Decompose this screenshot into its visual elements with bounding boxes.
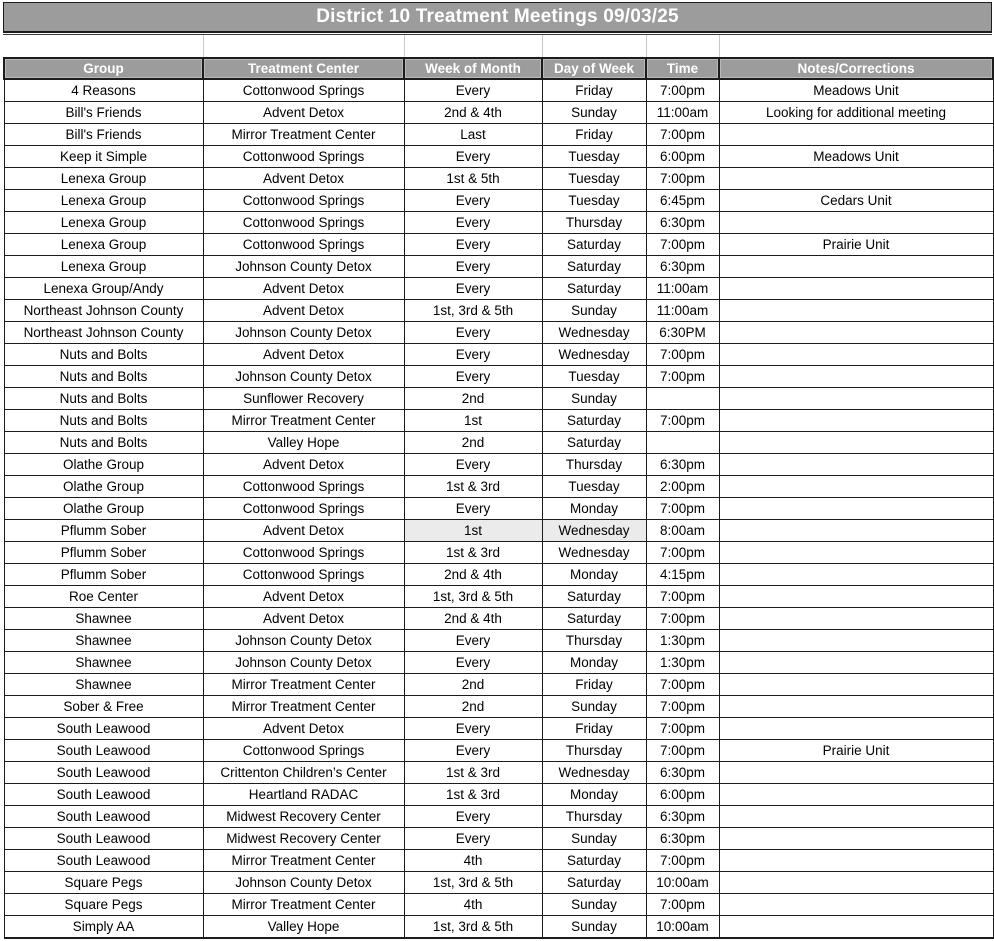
cell-notes[interactable] (719, 278, 993, 300)
cell-treatment-center[interactable]: Cottonwood Springs (203, 212, 404, 234)
cell-day-of-week[interactable]: Sunday (542, 894, 646, 916)
cell-week-of-month[interactable]: 2nd & 4th (404, 102, 542, 124)
column-header-day-of-week: Day of Week (542, 58, 646, 79)
cell-time[interactable]: 2:00pm (646, 476, 719, 498)
table-row (4, 630, 993, 652)
cell-time[interactable]: 11:00am (646, 300, 719, 322)
cell-notes[interactable] (719, 784, 993, 806)
table-row (4, 740, 993, 762)
cell-notes[interactable] (719, 168, 993, 190)
cell-treatment-center[interactable]: Advent Detox (203, 168, 404, 190)
cell-week-of-month[interactable]: Every (404, 630, 542, 652)
cell-day-of-week[interactable]: Saturday (542, 850, 646, 872)
cell-week-of-month[interactable]: Every (404, 652, 542, 674)
table-row (4, 828, 993, 850)
cell-week-of-month[interactable]: Every (404, 344, 542, 366)
table-row (4, 564, 993, 586)
cell-time[interactable]: 7:00pm (646, 344, 719, 366)
cell-treatment-center[interactable]: Advent Detox (203, 586, 404, 608)
table-row (4, 212, 993, 234)
cell-group[interactable]: Shawnee (4, 630, 203, 652)
cell-notes[interactable] (719, 674, 993, 696)
cell-group[interactable]: Shawnee (4, 674, 203, 696)
cell-time[interactable]: 7:00pm (646, 542, 719, 564)
cell-time[interactable]: 7:00pm (646, 234, 719, 256)
cell-treatment-center[interactable]: Johnson County Detox (203, 256, 404, 278)
cell-notes[interactable]: Cedars Unit (719, 190, 993, 212)
cell-group[interactable]: South Leawood (4, 806, 203, 828)
table-row (4, 102, 993, 124)
cell-treatment-center[interactable]: Cottonwood Springs (203, 740, 404, 762)
cell-week-of-month[interactable]: Every (404, 454, 542, 476)
cell-notes[interactable] (719, 762, 993, 784)
cell-week-of-month[interactable]: 1st & 3rd (404, 762, 542, 784)
column-header-group: Group (4, 58, 203, 79)
cell-treatment-center[interactable]: Cottonwood Springs (203, 146, 404, 168)
cell-notes[interactable] (719, 454, 993, 476)
cell-day-of-week[interactable]: Wednesday (542, 344, 646, 366)
cell-day-of-week[interactable]: Sunday (542, 828, 646, 850)
cell-notes[interactable] (719, 630, 993, 652)
cell-day-of-week[interactable]: Saturday (542, 872, 646, 894)
cell-group[interactable]: South Leawood (4, 784, 203, 806)
cell-week-of-month[interactable]: 1st (404, 410, 542, 432)
cell-time[interactable]: 11:00am (646, 102, 719, 124)
cell-notes[interactable] (719, 498, 993, 520)
cell-day-of-week[interactable]: Tuesday (542, 366, 646, 388)
cell-notes[interactable] (719, 212, 993, 234)
cell-week-of-month[interactable]: Every (404, 212, 542, 234)
cell-time[interactable]: 7:00pm (646, 696, 719, 718)
cell-group[interactable]: South Leawood (4, 828, 203, 850)
cell-notes[interactable] (719, 850, 993, 872)
cell-group[interactable]: Nuts and Bolts (4, 432, 203, 454)
cell-day-of-week[interactable]: Thursday (542, 740, 646, 762)
cell-group[interactable]: Nuts and Bolts (4, 344, 203, 366)
cell-time[interactable]: 7:00pm (646, 850, 719, 872)
cell-time[interactable]: 7:00pm (646, 124, 719, 146)
empty-cell (203, 35, 404, 58)
cell-treatment-center[interactable]: Midwest Recovery Center (203, 828, 404, 850)
empty-cell (4, 35, 203, 58)
cell-group[interactable]: Nuts and Bolts (4, 366, 203, 388)
cell-treatment-center[interactable]: Advent Detox (203, 718, 404, 740)
cell-day-of-week[interactable]: Friday (542, 718, 646, 740)
cell-day-of-week[interactable]: Sunday (542, 916, 646, 939)
cell-treatment-center[interactable]: Johnson County Detox (203, 652, 404, 674)
cell-group[interactable]: Roe Center (4, 586, 203, 608)
table-row (4, 322, 993, 344)
cell-group[interactable]: South Leawood (4, 850, 203, 872)
cell-notes[interactable]: Looking for additional meeting (719, 102, 993, 124)
cell-time[interactable] (646, 432, 719, 454)
cell-time[interactable]: 1:30pm (646, 652, 719, 674)
cell-notes[interactable] (719, 652, 993, 674)
cell-treatment-center[interactable]: Valley Hope (203, 916, 404, 939)
cell-time[interactable]: 7:00pm (646, 586, 719, 608)
cell-time[interactable]: 6:00pm (646, 146, 719, 168)
cell-week-of-month[interactable]: Every (404, 740, 542, 762)
cell-group[interactable]: Lenexa Group/Andy (4, 278, 203, 300)
cell-time[interactable]: 10:00am (646, 916, 719, 939)
cell-time[interactable]: 7:00pm (646, 410, 719, 432)
cell-group[interactable]: 4 Reasons (4, 79, 203, 102)
cell-day-of-week[interactable]: Thursday (542, 630, 646, 652)
cell-week-of-month[interactable]: 2nd & 4th (404, 564, 542, 586)
cell-week-of-month[interactable]: 2nd (404, 696, 542, 718)
cell-notes[interactable] (719, 806, 993, 828)
cell-time[interactable]: 7:00pm (646, 718, 719, 740)
cell-week-of-month[interactable]: 1st & 3rd (404, 542, 542, 564)
cell-day-of-week[interactable]: Saturday (542, 256, 646, 278)
cell-notes[interactable] (719, 300, 993, 322)
cell-time[interactable]: 7:00pm (646, 608, 719, 630)
table-row (4, 806, 993, 828)
column-header-week-of-month: Week of Month (404, 58, 542, 79)
cell-treatment-center[interactable]: Advent Detox (203, 520, 404, 542)
meetings-table (3, 35, 994, 939)
table-row (4, 300, 993, 322)
cell-treatment-center[interactable]: Advent Detox (203, 454, 404, 476)
cell-notes[interactable]: Prairie Unit (719, 234, 993, 256)
table-row (4, 762, 993, 784)
table-row (4, 410, 993, 432)
cell-day-of-week[interactable]: Sunday (542, 300, 646, 322)
cell-day-of-week[interactable]: Sunday (542, 388, 646, 410)
cell-week-of-month[interactable]: 1st (404, 520, 542, 542)
cell-week-of-month[interactable]: 1st, 3rd & 5th (404, 916, 542, 939)
cell-week-of-month[interactable]: Every (404, 498, 542, 520)
cell-notes[interactable] (719, 476, 993, 498)
cell-week-of-month[interactable]: 2nd (404, 432, 542, 454)
table-row (4, 168, 993, 190)
cell-time[interactable]: 6:00pm (646, 784, 719, 806)
table-row (4, 850, 993, 872)
cell-time[interactable]: 8:00am (646, 520, 719, 542)
cell-week-of-month[interactable]: Every (404, 79, 542, 102)
cell-notes[interactable]: Prairie Unit (719, 740, 993, 762)
cell-time[interactable]: 6:30pm (646, 762, 719, 784)
cell-group[interactable]: Pflumm Sober (4, 564, 203, 586)
cell-time[interactable]: 4:15pm (646, 564, 719, 586)
cell-treatment-center[interactable]: Mirror Treatment Center (203, 124, 404, 146)
cell-group[interactable]: Sober & Free (4, 696, 203, 718)
cell-treatment-center[interactable]: Advent Detox (203, 300, 404, 322)
cell-group[interactable]: Pflumm Sober (4, 520, 203, 542)
cell-day-of-week[interactable]: Thursday (542, 454, 646, 476)
cell-group[interactable]: Bill's Friends (4, 124, 203, 146)
table-row (4, 454, 993, 476)
cell-group[interactable]: Shawnee (4, 652, 203, 674)
cell-group[interactable]: Lenexa Group (4, 256, 203, 278)
cell-group[interactable]: South Leawood (4, 718, 203, 740)
cell-treatment-center[interactable]: Mirror Treatment Center (203, 894, 404, 916)
empty-cell (404, 35, 542, 58)
cell-group[interactable]: Olathe Group (4, 498, 203, 520)
cell-notes[interactable] (719, 410, 993, 432)
table-row (4, 652, 993, 674)
table-row (4, 256, 993, 278)
table-row (4, 278, 993, 300)
cell-group[interactable]: South Leawood (4, 740, 203, 762)
table-row (4, 520, 993, 542)
column-header-time: Time (646, 58, 719, 79)
cell-treatment-center[interactable]: Mirror Treatment Center (203, 696, 404, 718)
cell-day-of-week[interactable]: Monday (542, 784, 646, 806)
table-row (4, 894, 993, 916)
cell-time[interactable]: 10:00am (646, 872, 719, 894)
cell-day-of-week[interactable]: Saturday (542, 432, 646, 454)
table-row (4, 784, 993, 806)
cell-week-of-month[interactable]: Every (404, 278, 542, 300)
cell-day-of-week[interactable]: Saturday (542, 234, 646, 256)
cell-group[interactable]: Olathe Group (4, 476, 203, 498)
cell-day-of-week[interactable]: Thursday (542, 806, 646, 828)
cell-day-of-week[interactable]: Friday (542, 124, 646, 146)
cell-time[interactable]: 6:30pm (646, 256, 719, 278)
cell-treatment-center[interactable]: Midwest Recovery Center (203, 806, 404, 828)
cell-day-of-week[interactable]: Tuesday (542, 146, 646, 168)
cell-time[interactable]: 7:00pm (646, 79, 719, 102)
cell-treatment-center[interactable]: Cottonwood Springs (203, 476, 404, 498)
cell-treatment-center[interactable]: Johnson County Detox (203, 322, 404, 344)
table-row (4, 498, 993, 520)
empty-cell (646, 35, 719, 58)
cell-day-of-week[interactable]: Thursday (542, 212, 646, 234)
cell-notes[interactable] (719, 124, 993, 146)
cell-time[interactable]: 7:00pm (646, 740, 719, 762)
cell-time[interactable]: 6:30pm (646, 212, 719, 234)
cell-treatment-center[interactable]: Heartland RADAC (203, 784, 404, 806)
cell-day-of-week[interactable]: Tuesday (542, 476, 646, 498)
cell-notes[interactable] (719, 388, 993, 410)
cell-group[interactable]: Northeast Johnson County (4, 300, 203, 322)
table-row (4, 608, 993, 630)
table-row (4, 124, 993, 146)
table-row (4, 542, 993, 564)
table-row (4, 696, 993, 718)
cell-time[interactable]: 7:00pm (646, 168, 719, 190)
cell-time[interactable]: 6:30PM (646, 322, 719, 344)
cell-group[interactable]: Simply AA (4, 916, 203, 939)
cell-week-of-month[interactable]: Every (404, 718, 542, 740)
cell-notes[interactable] (719, 608, 993, 630)
cell-treatment-center[interactable]: Advent Detox (203, 102, 404, 124)
cell-day-of-week[interactable]: Wednesday (542, 542, 646, 564)
cell-notes[interactable] (719, 344, 993, 366)
header-row (4, 58, 993, 79)
cell-group[interactable]: Lenexa Group (4, 234, 203, 256)
cell-notes[interactable] (719, 564, 993, 586)
cell-week-of-month[interactable]: 1st, 3rd & 5th (404, 872, 542, 894)
empty-cell (719, 35, 993, 58)
cell-group[interactable]: Pflumm Sober (4, 542, 203, 564)
cell-group[interactable]: Nuts and Bolts (4, 388, 203, 410)
cell-week-of-month[interactable]: Last (404, 124, 542, 146)
cell-group[interactable]: Olathe Group (4, 454, 203, 476)
cell-treatment-center[interactable]: Mirror Treatment Center (203, 850, 404, 872)
cell-week-of-month[interactable]: 2nd (404, 674, 542, 696)
cell-week-of-month[interactable]: Every (404, 190, 542, 212)
page-title: District 10 Treatment Meetings 09/03/25 (3, 2, 992, 33)
cell-group[interactable]: Lenexa Group (4, 168, 203, 190)
cell-group[interactable]: Lenexa Group (4, 212, 203, 234)
cell-group[interactable]: Lenexa Group (4, 190, 203, 212)
cell-time[interactable]: 6:30pm (646, 806, 719, 828)
cell-group[interactable]: South Leawood (4, 762, 203, 784)
cell-treatment-center[interactable]: Cottonwood Springs (203, 542, 404, 564)
cell-time[interactable]: 1:30pm (646, 630, 719, 652)
cell-week-of-month[interactable]: 4th (404, 850, 542, 872)
cell-notes[interactable] (719, 894, 993, 916)
column-header-notes-corrections: Notes/Corrections (719, 58, 993, 79)
cell-notes[interactable] (719, 718, 993, 740)
cell-treatment-center[interactable]: Johnson County Detox (203, 872, 404, 894)
cell-day-of-week[interactable]: Monday (542, 498, 646, 520)
cell-treatment-center[interactable]: Johnson County Detox (203, 366, 404, 388)
cell-week-of-month[interactable]: Every (404, 366, 542, 388)
cell-day-of-week[interactable]: Monday (542, 564, 646, 586)
cell-day-of-week[interactable]: Saturday (542, 608, 646, 630)
cell-treatment-center[interactable]: Johnson County Detox (203, 630, 404, 652)
cell-week-of-month[interactable]: 4th (404, 894, 542, 916)
table-row (4, 146, 993, 168)
cell-day-of-week[interactable]: Saturday (542, 586, 646, 608)
table-row (4, 344, 993, 366)
cell-week-of-month[interactable]: Every (404, 828, 542, 850)
table-row (4, 388, 993, 410)
cell-treatment-center[interactable]: Crittenton Children’s Center (203, 762, 404, 784)
cell-day-of-week[interactable]: Wednesday (542, 322, 646, 344)
cell-time[interactable]: 7:00pm (646, 366, 719, 388)
cell-day-of-week[interactable]: Sunday (542, 102, 646, 124)
table-row (4, 718, 993, 740)
cell-time[interactable]: 6:45pm (646, 190, 719, 212)
cell-group[interactable]: Bill's Friends (4, 102, 203, 124)
cell-week-of-month[interactable]: 1st & 3rd (404, 784, 542, 806)
table-row (4, 586, 993, 608)
cell-day-of-week[interactable]: Tuesday (542, 190, 646, 212)
table-row (4, 916, 993, 939)
cell-week-of-month[interactable]: 2nd & 4th (404, 608, 542, 630)
cell-day-of-week[interactable]: Monday (542, 652, 646, 674)
cell-notes[interactable] (719, 520, 993, 542)
table-row (4, 366, 993, 388)
cell-notes[interactable] (719, 916, 993, 939)
cell-group[interactable]: Square Pegs (4, 894, 203, 916)
cell-week-of-month[interactable]: Every (404, 146, 542, 168)
cell-group[interactable]: Nuts and Bolts (4, 410, 203, 432)
cell-group[interactable]: Square Pegs (4, 872, 203, 894)
cell-treatment-center[interactable]: Cottonwood Springs (203, 564, 404, 586)
cell-notes[interactable] (719, 322, 993, 344)
cell-time[interactable]: 6:30pm (646, 828, 719, 850)
cell-notes[interactable]: Meadows Unit (719, 146, 993, 168)
cell-time[interactable]: 11:00am (646, 278, 719, 300)
table-row (4, 674, 993, 696)
cell-week-of-month[interactable]: Every (404, 806, 542, 828)
cell-day-of-week[interactable]: Saturday (542, 278, 646, 300)
cell-time[interactable]: 7:00pm (646, 498, 719, 520)
cell-treatment-center[interactable]: Advent Detox (203, 278, 404, 300)
cell-treatment-center[interactable]: Mirror Treatment Center (203, 410, 404, 432)
table-row (4, 234, 993, 256)
cell-week-of-month[interactable]: 1st, 3rd & 5th (404, 586, 542, 608)
cell-group[interactable]: Northeast Johnson County (4, 322, 203, 344)
cell-day-of-week[interactable]: Tuesday (542, 168, 646, 190)
cell-day-of-week[interactable]: Friday (542, 79, 646, 102)
cell-notes[interactable] (719, 256, 993, 278)
cell-treatment-center[interactable]: Mirror Treatment Center (203, 674, 404, 696)
cell-notes[interactable] (719, 542, 993, 564)
column-header-treatment-center: Treatment Center (203, 58, 404, 79)
cell-group[interactable]: Keep it Simple (4, 146, 203, 168)
empty-cell (542, 35, 646, 58)
table-row (4, 190, 993, 212)
cell-treatment-center[interactable]: Cottonwood Springs (203, 190, 404, 212)
cell-treatment-center[interactable]: Cottonwood Springs (203, 79, 404, 102)
cell-notes[interactable] (719, 828, 993, 850)
cell-notes[interactable] (719, 586, 993, 608)
cell-group[interactable]: Shawnee (4, 608, 203, 630)
cell-week-of-month[interactable]: Every (404, 322, 542, 344)
cell-time[interactable] (646, 388, 719, 410)
cell-week-of-month[interactable]: Every (404, 234, 542, 256)
cell-notes[interactable] (719, 872, 993, 894)
cell-day-of-week[interactable]: Sunday (542, 696, 646, 718)
cell-week-of-month[interactable]: 1st & 3rd (404, 476, 542, 498)
cell-time[interactable]: 7:00pm (646, 894, 719, 916)
cell-week-of-month[interactable]: 2nd (404, 388, 542, 410)
cell-day-of-week[interactable]: Wednesday (542, 520, 646, 542)
cell-time[interactable]: 6:30pm (646, 454, 719, 476)
table-row (4, 79, 993, 102)
cell-week-of-month[interactable]: 1st, 3rd & 5th (404, 300, 542, 322)
cell-day-of-week[interactable]: Saturday (542, 410, 646, 432)
cell-treatment-center[interactable]: Advent Detox (203, 608, 404, 630)
cell-day-of-week[interactable]: Wednesday (542, 762, 646, 784)
cell-treatment-center[interactable]: Cottonwood Springs (203, 498, 404, 520)
cell-week-of-month[interactable]: 1st & 5th (404, 168, 542, 190)
cell-treatment-center[interactable]: Sunflower Recovery (203, 388, 404, 410)
cell-notes[interactable]: Meadows Unit (719, 79, 993, 102)
cell-week-of-month[interactable]: Every (404, 256, 542, 278)
cell-day-of-week[interactable]: Friday (542, 674, 646, 696)
cell-notes[interactable] (719, 432, 993, 454)
table-row (4, 476, 993, 498)
cell-notes[interactable] (719, 366, 993, 388)
cell-treatment-center[interactable]: Cottonwood Springs (203, 234, 404, 256)
cell-treatment-center[interactable]: Valley Hope (203, 432, 404, 454)
cell-treatment-center[interactable]: Advent Detox (203, 344, 404, 366)
cell-time[interactable]: 7:00pm (646, 674, 719, 696)
table-row (4, 432, 993, 454)
cell-notes[interactable] (719, 696, 993, 718)
spacer-row (4, 35, 993, 58)
table-row (4, 872, 993, 894)
